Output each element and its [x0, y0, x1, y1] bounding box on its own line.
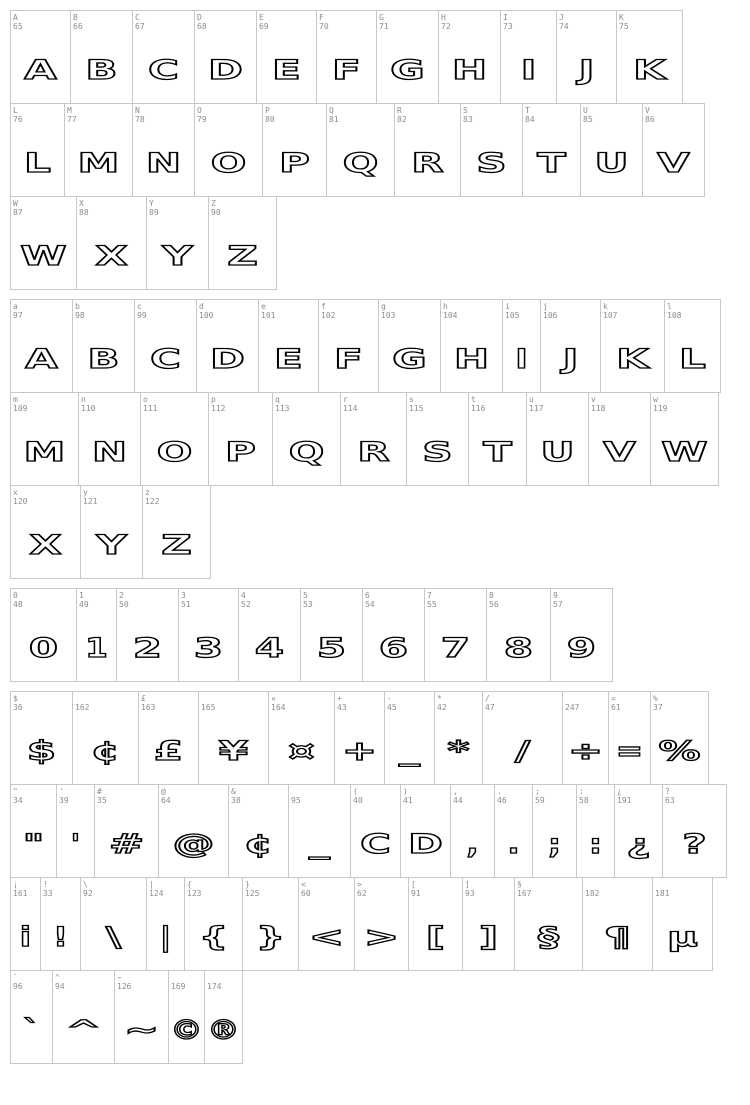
- glyph-label: 4 52: [241, 591, 251, 609]
- glyph-label: 1 49: [79, 591, 89, 609]
- glyph-sample: U: [594, 147, 629, 179]
- glyph-sample: W: [20, 240, 67, 272]
- glyph-label: h 104: [443, 302, 458, 320]
- glyph-label: q 113: [275, 395, 290, 413]
- glyph-sample: Y: [96, 529, 127, 561]
- glyph-label: ( 40: [353, 787, 363, 805]
- glyph-label: 162: [75, 703, 90, 712]
- glyph-label: ¤ 164: [271, 694, 286, 712]
- glyph-label: ¿ 191: [617, 787, 632, 805]
- glyph-sample: M: [23, 436, 66, 468]
- glyph-sample: µ: [667, 921, 698, 953]
- glyph-sample: ": [22, 828, 45, 860]
- glyph-sample: X: [95, 240, 128, 272]
- glyph-label: P 80: [265, 106, 275, 124]
- glyph-sample: A: [24, 54, 57, 86]
- glyph-label: z 122: [145, 488, 160, 506]
- glyph-label: g 103: [381, 302, 396, 320]
- glyph-sample: N: [145, 147, 182, 179]
- glyph-sample: D: [210, 343, 245, 375]
- glyph-label: 247: [565, 703, 580, 712]
- glyph-label: 0 48: [13, 591, 23, 609]
- glyph-label: ¡ 161: [13, 880, 28, 898]
- glyph-sample: +: [341, 735, 378, 767]
- glyph-sample: F: [334, 343, 363, 375]
- glyph-sample: \: [105, 921, 122, 953]
- glyph-sample: §: [538, 921, 559, 953]
- glyph-label: 7 55: [427, 591, 437, 609]
- glyph-label: i 105: [505, 302, 520, 320]
- glyph-sample: L: [679, 343, 706, 375]
- glyph-label: 95: [291, 796, 301, 805]
- glyph-sample: B: [87, 343, 120, 375]
- glyph-label: m 109: [13, 395, 28, 413]
- glyph-sample: }: [255, 921, 286, 953]
- glyph-label: { 123: [187, 880, 202, 898]
- glyph-label: 5 53: [303, 591, 313, 609]
- glyph-sample: /: [514, 735, 531, 767]
- glyph-label: V 86: [645, 106, 655, 124]
- glyph-sample: |: [159, 921, 172, 953]
- glyph-label: N 78: [135, 106, 145, 124]
- glyph-label: 9 57: [553, 591, 563, 609]
- glyph-sample: _: [399, 735, 420, 767]
- glyph-sample: 3: [193, 632, 224, 664]
- glyph-label: [ 91: [411, 880, 421, 898]
- glyph-sample: Z: [227, 240, 258, 272]
- glyph-label: ] 93: [465, 880, 475, 898]
- glyph-label: Y 89: [149, 199, 159, 217]
- glyph-sample: I: [520, 54, 537, 86]
- glyph-sample: L: [24, 147, 51, 179]
- glyph-label: @ 64: [161, 787, 171, 805]
- glyph-label: 165: [201, 703, 216, 712]
- glyph-sample: D: [408, 828, 443, 860]
- glyph-cell: [10, 784, 57, 878]
- glyph-label: * 42: [437, 694, 447, 712]
- glyph-sample: M: [77, 147, 120, 179]
- glyph-cell: [400, 784, 451, 878]
- glyph-sample: K: [616, 343, 649, 375]
- glyph-cell: [662, 784, 727, 878]
- glyph-sample: ÷: [567, 735, 604, 767]
- glyph-label: > 62: [357, 880, 367, 898]
- glyph-label: w 119: [653, 395, 668, 413]
- glyph-sample: i: [19, 921, 32, 953]
- glyph-label: ~ 126: [117, 973, 132, 991]
- glyph-sample: N: [91, 436, 128, 468]
- glyph-label: ) 41: [403, 787, 413, 805]
- glyph-label: ` 96: [13, 973, 23, 991]
- glyph-sample: 5: [316, 632, 347, 664]
- glyph-sample: 8: [503, 632, 534, 664]
- glyph-sample: W: [661, 436, 708, 468]
- glyph-cell: [616, 10, 683, 104]
- glyph-sample: ¤: [288, 735, 315, 767]
- glyph-label: " 34: [13, 787, 23, 805]
- glyph-label: % 37: [653, 694, 663, 712]
- glyph-label: & 38: [231, 787, 241, 805]
- glyph-sample: ¿: [626, 828, 651, 860]
- glyph-sample: Z: [161, 529, 192, 561]
- glyph-label: t 116: [471, 395, 486, 413]
- glyph-label: } 125: [245, 880, 260, 898]
- glyph-sample: R: [357, 436, 390, 468]
- glyph-sample: <: [308, 921, 345, 953]
- glyph-label: 181: [655, 889, 670, 898]
- glyph-sample: B: [85, 54, 118, 86]
- glyph-label: 3 51: [181, 591, 191, 609]
- glyph-sample: >: [363, 921, 400, 953]
- glyph-label: 169: [171, 982, 186, 991]
- glyph-cell: [208, 196, 277, 290]
- glyph-sample: 9: [566, 632, 597, 664]
- glyph-cell: [532, 784, 577, 878]
- glyph-sample: %: [658, 735, 701, 767]
- glyph-label: £ 163: [141, 694, 156, 712]
- glyph-label: M 77: [67, 106, 77, 124]
- glyph-sample: S: [476, 147, 507, 179]
- glyph-sample: @: [172, 828, 215, 860]
- glyph-sample: V: [657, 147, 690, 179]
- glyph-label: v 118: [591, 395, 606, 413]
- glyph-label: T 84: [525, 106, 535, 124]
- glyph-sample: U: [540, 436, 575, 468]
- glyph-sample: 0: [28, 632, 59, 664]
- glyph-label: J 74: [559, 13, 569, 31]
- glyph-label: ? 63: [665, 787, 675, 805]
- glyph-label: : 58: [579, 787, 589, 805]
- glyph-sample: ~: [123, 1014, 160, 1046]
- glyph-label: = 61: [611, 694, 621, 712]
- glyph-label: ' 39: [59, 787, 69, 805]
- glyph-sample: _: [309, 828, 330, 860]
- glyph-sample: ': [70, 828, 81, 860]
- glyph-cell: [114, 970, 169, 1064]
- glyph-label: Z 90: [211, 199, 221, 217]
- glyph-label: j 106: [543, 302, 558, 320]
- glyph-cell: [562, 691, 609, 785]
- glyph-label: 8 56: [489, 591, 499, 609]
- glyph-sample: F: [332, 54, 361, 86]
- glyph-label: p 112: [211, 395, 226, 413]
- glyph-label: C 67: [135, 13, 145, 31]
- glyph-label: # 35: [97, 787, 107, 805]
- glyph-sample: ?: [682, 828, 707, 860]
- glyph-sample: C: [360, 828, 391, 860]
- glyph-label: 2 50: [119, 591, 129, 609]
- glyph-label: A 65: [13, 13, 23, 31]
- glyph-sample: 2: [132, 632, 163, 664]
- glyph-cell: [664, 299, 721, 393]
- glyph-sample: G: [392, 343, 427, 375]
- glyph-label: k 107: [603, 302, 618, 320]
- glyph-sample: Q: [288, 436, 325, 468]
- glyph-sample: :: [589, 828, 602, 860]
- glyph-sample: 6: [378, 632, 409, 664]
- glyph-sample: V: [603, 436, 636, 468]
- glyph-sample: #: [108, 828, 145, 860]
- glyph-sample: C: [148, 54, 179, 86]
- glyph-sample: ¶: [604, 921, 631, 953]
- glyph-cell: [494, 784, 533, 878]
- glyph-label: 174: [207, 982, 222, 991]
- glyph-sample: 7: [440, 632, 471, 664]
- glyph-label: l 108: [667, 302, 682, 320]
- glyph-cell: [550, 588, 613, 682]
- glyph-sample: A: [25, 343, 58, 375]
- glyph-label: 182: [585, 889, 600, 898]
- glyph-cell: [650, 691, 709, 785]
- glyph-sample: [: [425, 921, 446, 953]
- glyph-label: , 44: [453, 787, 463, 805]
- glyph-sample: ,: [466, 828, 479, 860]
- glyph-label: \ 92: [83, 880, 93, 898]
- glyph-label: | 124: [149, 880, 164, 898]
- glyph-sample: ^: [65, 1014, 102, 1046]
- glyph-cell: [440, 299, 503, 393]
- glyph-cell: [450, 784, 495, 878]
- glyph-sample: D: [208, 54, 243, 86]
- glyph-sample: G: [390, 54, 425, 86]
- glyph-label: H 72: [441, 13, 451, 31]
- glyph-label: c 99: [137, 302, 147, 320]
- glyph-label: r 114: [343, 395, 358, 413]
- glyph-label: R 82: [397, 106, 407, 124]
- glyph-label: x 120: [13, 488, 28, 506]
- glyph-sample: P: [225, 436, 256, 468]
- glyph-label: E 69: [259, 13, 269, 31]
- glyph-label: s 115: [409, 395, 424, 413]
- glyph-label: + 43: [337, 694, 347, 712]
- glyph-cell: [10, 588, 77, 682]
- glyph-label: e 101: [261, 302, 276, 320]
- glyph-cell: [168, 970, 205, 1064]
- glyph-sample: T: [537, 147, 566, 179]
- glyph-sample: £: [153, 735, 184, 767]
- glyph-label: G 71: [379, 13, 389, 31]
- glyph-cell: [650, 392, 719, 486]
- glyph-label: F 70: [319, 13, 329, 31]
- glyph-sample: R: [411, 147, 444, 179]
- glyph-sample: =: [615, 735, 644, 767]
- glyph-sample: P: [279, 147, 310, 179]
- glyph-label: o 111: [143, 395, 158, 413]
- glyph-label: f 102: [321, 302, 336, 320]
- glyph-sample: ¢: [243, 828, 274, 860]
- glyph-sample: Q: [342, 147, 379, 179]
- glyph-sample: !: [53, 921, 68, 953]
- glyph-cell: [642, 103, 705, 197]
- glyph-label: ; 59: [535, 787, 545, 805]
- glyph-label: / 47: [485, 694, 495, 712]
- glyph-label: d 100: [199, 302, 214, 320]
- glyph-label: n 110: [81, 395, 96, 413]
- glyph-sample: O: [156, 436, 193, 468]
- glyph-cell: [80, 877, 147, 971]
- glyph-sample: 1: [85, 632, 108, 664]
- glyph-label: D 68: [197, 13, 207, 31]
- glyph-label: - 45: [387, 694, 397, 712]
- glyph-label: 6 54: [365, 591, 375, 609]
- glyph-sample: ]: [478, 921, 499, 953]
- glyph-label: a 97: [13, 302, 23, 320]
- glyph-label: S 83: [463, 106, 473, 124]
- glyph-label: ! 33: [43, 880, 53, 898]
- glyph-label: K 75: [619, 13, 629, 31]
- glyph-sample: C: [150, 343, 181, 375]
- glyph-label: U 85: [583, 106, 593, 124]
- glyph-sample: K: [633, 54, 666, 86]
- glyph-sample: 4: [254, 632, 285, 664]
- glyph-sample: J: [578, 54, 595, 86]
- glyph-label: B 66: [73, 13, 83, 31]
- glyph-sample: X: [29, 529, 62, 561]
- glyph-label: W 87: [13, 199, 23, 217]
- glyph-sample: ¥: [218, 735, 249, 767]
- glyph-sample: H: [453, 343, 490, 375]
- glyph-sample: `: [23, 1014, 40, 1046]
- glyph-sample: T: [483, 436, 512, 468]
- glyph-sample: S: [422, 436, 453, 468]
- glyph-label: < 60: [301, 880, 311, 898]
- glyph-label: L 76: [13, 106, 23, 124]
- glyph-cell: [204, 970, 243, 1064]
- glyph-label: I 73: [503, 13, 513, 31]
- glyph-label: § 167: [517, 880, 532, 898]
- glyph-cell: [652, 877, 713, 971]
- glyph-label: O 79: [197, 106, 207, 124]
- glyph-label: ^ 94: [55, 973, 65, 991]
- glyph-sample: .: [507, 828, 520, 860]
- glyph-sample: ;: [548, 828, 561, 860]
- glyph-sample: {: [198, 921, 229, 953]
- glyph-sample: O: [210, 147, 247, 179]
- glyph-sample: ®: [207, 1014, 240, 1046]
- glyph-label: b 98: [75, 302, 85, 320]
- glyph-sample: E: [274, 343, 303, 375]
- glyph-sample: ¢: [90, 735, 121, 767]
- glyph-label: u 117: [529, 395, 544, 413]
- glyph-sample: Y: [162, 240, 193, 272]
- glyph-sample: ©: [170, 1014, 203, 1046]
- glyph-sample: I: [515, 343, 528, 375]
- glyph-label: Q 81: [329, 106, 339, 124]
- glyph-cell: [142, 485, 211, 579]
- glyph-sample: J: [562, 343, 579, 375]
- glyph-sample: E: [272, 54, 301, 86]
- glyph-sample: $: [26, 735, 57, 767]
- glyph-label: $ 36: [13, 694, 23, 712]
- glyph-label: X 88: [79, 199, 89, 217]
- glyph-label: y 121: [83, 488, 98, 506]
- glyph-label: . 46: [497, 787, 507, 805]
- glyph-sample: *: [447, 735, 470, 767]
- glyph-sample: H: [451, 54, 488, 86]
